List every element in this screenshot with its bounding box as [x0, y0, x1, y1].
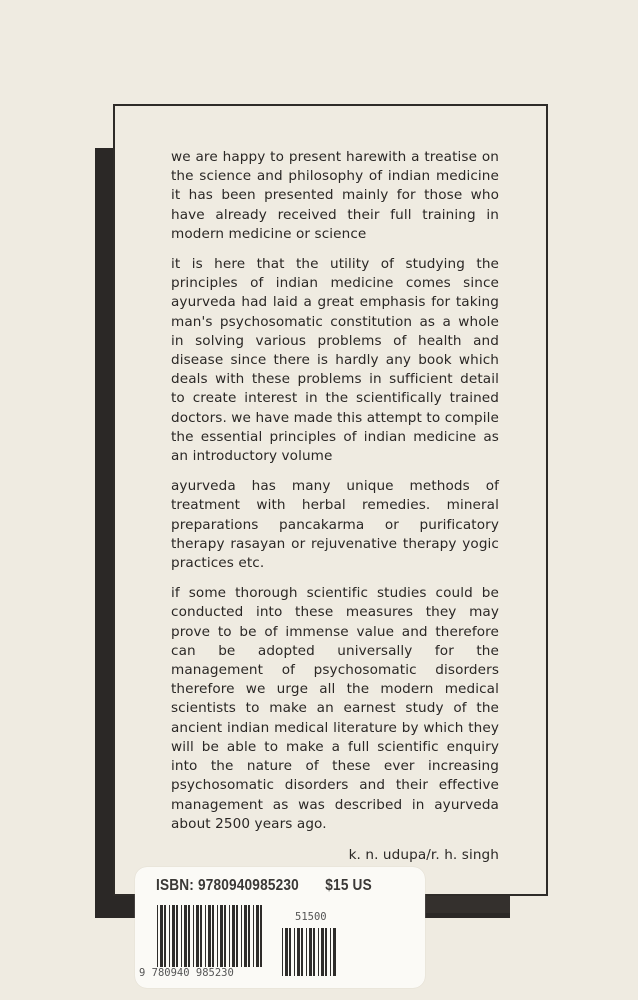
barcode-bar: [160, 905, 163, 967]
barcode-bar: [184, 905, 187, 967]
barcode-bar: [208, 905, 211, 967]
barcode-bar: [285, 928, 288, 976]
barcode-bar: [309, 928, 312, 976]
barcode-bar: [232, 905, 235, 967]
barcode-bar: [196, 905, 199, 967]
barcode-bar: [333, 928, 336, 976]
barcode-bar: [289, 928, 291, 976]
author-signature: k. n. udupa/r. h. singh: [348, 846, 499, 863]
paragraph: if some thorough scientific studies could be conducted into these measures they may prove to be of immense value and therefore can be adopted universally for the management of psychosomatic disorders therefore we urge all the modern medical scientists to make an earnest study of the ancient indian medical literature by which they will be able to make a full scientific enquiry into the nature of these ever increasing psychosomatic disorders and their effective management as was described in ayurveda about 2500 years ago.: [171, 585, 499, 832]
isbn-barcode: [157, 905, 265, 967]
barcode-bar: [294, 928, 295, 976]
barcode-bar: [205, 905, 206, 967]
barcode-bar: [241, 905, 242, 967]
barcode-bar: [224, 905, 226, 967]
blurb-text: [171, 148, 499, 865]
barcode-bar: [181, 905, 182, 967]
paragraph: it is here that the utility of studying the principles of indian medicine comes since ayurveda had laid a great emphasis for taking man's psychosomatic constitution as a whole in solving various problems of health and disease since there is hardly any book which deals with these problems in sufficient detail to create interest in the scientifically trained doctors. we have made this attempt to compile the essential principles of indian medicine as an introductory volume: [171, 256, 499, 465]
price-addon-barcode: [282, 928, 338, 976]
price-sticker: [135, 867, 425, 988]
isbn-price-line: [156, 877, 372, 895]
decorative-left-bar: [95, 148, 114, 918]
barcode-bar: [220, 905, 223, 967]
barcode-bar: [169, 905, 170, 967]
addon-digits: 51500: [295, 911, 327, 923]
barcode-digits: 9 780940 985230: [139, 967, 234, 979]
barcode-bar: [236, 905, 238, 967]
barcode-bar: [297, 928, 300, 976]
barcode-bar: [282, 928, 283, 976]
barcode-bar: [172, 905, 175, 967]
barcode-bar: [306, 928, 307, 976]
barcode-bar: [229, 905, 230, 967]
barcode-bar: [301, 928, 303, 976]
barcode-bar: [321, 928, 324, 976]
barcode-bar: [330, 928, 331, 976]
barcode-bar: [260, 905, 262, 967]
barcode-bar: [248, 905, 250, 967]
barcode-bar: [217, 905, 218, 967]
barcode-bar: [188, 905, 190, 967]
price-label: $15 US: [325, 877, 372, 894]
barcode-bar: [164, 905, 166, 967]
barcode-bar: [212, 905, 214, 967]
barcode-bar: [244, 905, 247, 967]
barcode-bar: [253, 905, 254, 967]
barcode-bar: [318, 928, 319, 976]
barcode-bar: [193, 905, 194, 967]
barcode-bar: [176, 905, 178, 967]
decorative-bottom-bar-end: [426, 894, 510, 913]
barcode-bar: [256, 905, 259, 967]
barcode-bar: [157, 905, 158, 967]
isbn-label: ISBN: 9780940985230: [156, 877, 299, 894]
barcode-bar: [200, 905, 202, 967]
barcode-bar: [313, 928, 315, 976]
barcode-bar: [325, 928, 327, 976]
paragraph: ayurveda has many unique methods of treatment with herbal remedies. mineral preparations pancakarma or purificatory therapy rasayan or rejuvenative therapy yogic practices etc.: [171, 478, 499, 572]
paragraph: we are happy to present harewith a treatise on the science and philosophy of indian medicine it has been presented mainly for those who have already received their full training in modern medicine or science: [171, 149, 499, 242]
